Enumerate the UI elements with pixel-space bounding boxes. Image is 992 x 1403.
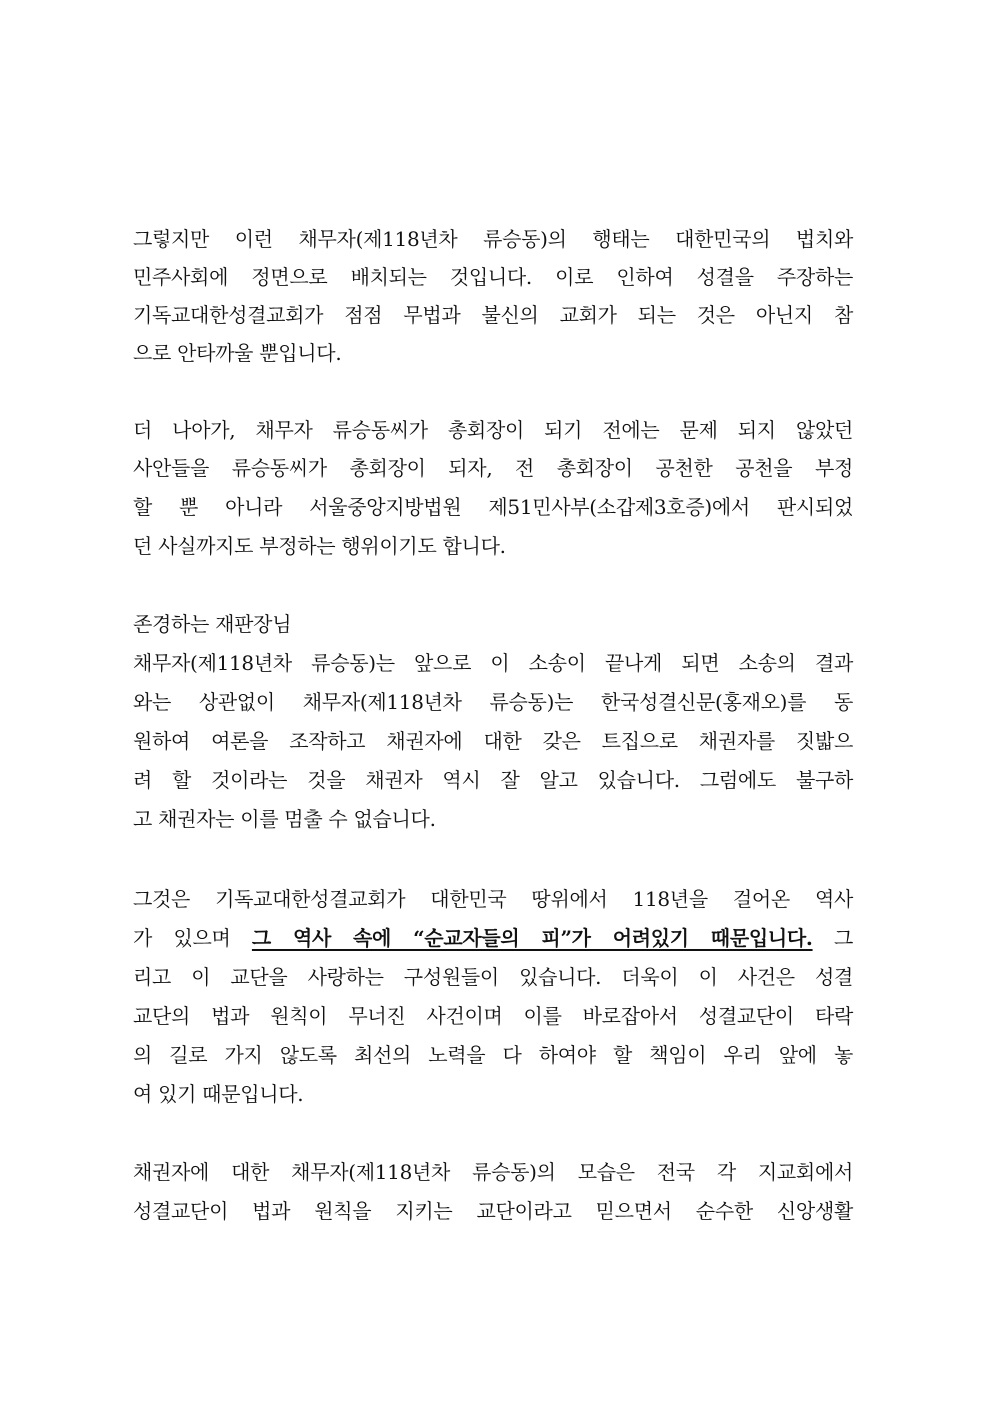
paragraph-2-line-1: 더 나아가, 채무자 류승동씨가 총회장이 되기 전에는 문제 되지 않았던 [133,418,853,442]
paragraph-3-line-5: 고 채권자는 이를 멈출 수 없습니다. [133,807,436,831]
paragraph-4-line-5: 의 길로 가지 않도록 최선의 노력을 다 하여야 할 책임이 우리 앞에 놓 [133,1043,853,1067]
paragraph-4-line-3: 리고 이 교단을 사랑하는 구성원들이 있습니다. 더욱이 이 사건은 성결 [133,965,853,989]
paragraph-1-line-1: 그렇지만 이런 채무자(제118년차 류승동)의 행태는 대한민국의 법치와 [133,227,853,251]
paragraph-3-line-1: 채무자(제118년차 류승동)는 앞으로 이 소송이 끝나게 되면 소송의 결과 [133,651,853,675]
paragraph-2-line-3: 할 뿐 아니라 서울중앙지방법원 제51민사부(소갑제3호증)에서 판시되었 [133,495,853,519]
paragraph-3-line-4: 려 할 것이라는 것을 채권자 역시 잘 알고 있습니다. 그럼에도 불구하 [133,768,853,792]
emphasis-line-after: 그 [812,926,854,950]
paragraph-5-line-2: 성결교단이 법과 원칙을 지키는 교단이라고 믿으면서 순수한 신앙생활 [133,1199,853,1223]
paragraph-1-line-4: 으로 안타까울 뿐입니다. [133,341,342,365]
emphasis-line-before: 가 있으며 [133,926,252,950]
emphasis-text: 그 역사 속에 “순교자들의 피”가 어려있기 때문입니다. [251,926,813,950]
paragraph-4-line-4: 교단의 법과 원칙이 무너진 사건이며 이를 바로잡아서 성결교단이 타락 [133,1004,853,1028]
paragraph-2-line-2: 사안들을 류승동씨가 총회장이 되자, 전 총회장이 공천한 공천을 부정 [133,456,853,480]
paragraph-2-line-4: 던 사실까지도 부정하는 행위이기도 합니다. [133,534,506,558]
paragraph-3-line-2: 와는 상관없이 채무자(제118년차 류승동)는 한국성결신문(홍재오)를 동 [133,690,853,714]
paragraph-1-line-2: 민주사회에 정면으로 배치되는 것입니다. 이로 인하여 성결을 주장하는 [133,265,853,289]
paragraph-4-line-6: 여 있기 때문입니다. [133,1082,304,1106]
paragraph-1-line-3: 기독교대한성결교회가 점점 무법과 불신의 교회가 되는 것은 아닌지 참 [133,303,853,327]
paragraph-4-line-2 [133,919,853,957]
salutation-line: 존경하는 재판장님 [133,612,292,636]
paragraph-3-line-3: 원하여 여론을 조작하고 채권자에 대한 갖은 트집으로 채권자를 짓밟으 [133,729,853,753]
paragraph-4-line-1: 그것은 기독교대한성결교회가 대한민국 땅위에서 118년을 걸어온 역사 [133,887,853,911]
paragraph-5-line-1: 채권자에 대한 채무자(제118년차 류승동)의 모습은 전국 각 지교회에서 [133,1160,853,1184]
